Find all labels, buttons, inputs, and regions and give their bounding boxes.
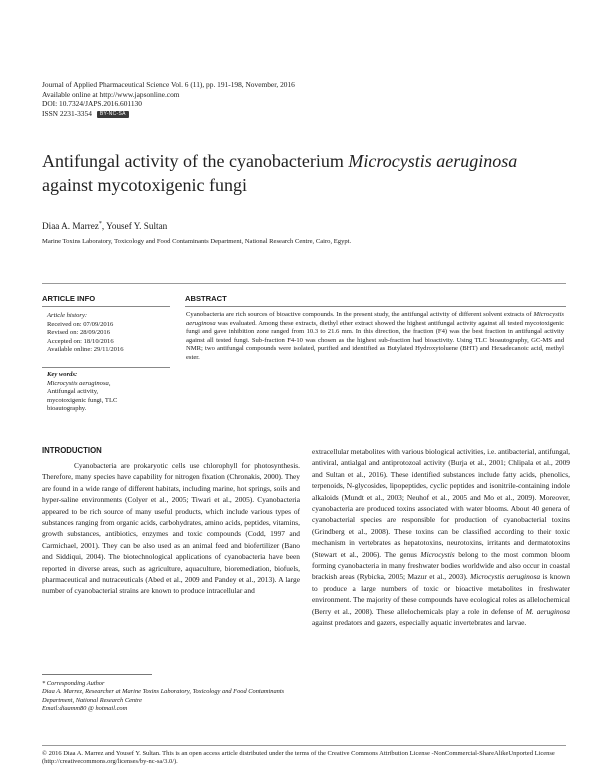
intro-species-abbrev: M. aeruginosa (525, 606, 570, 616)
introduction-heading: INTRODUCTION (42, 446, 102, 455)
intro-species: Microcystis aeruginosa (470, 572, 541, 582)
license-text: © 2016 Diaa A. Marrez and Yousef Y. Sultan. This is an open access article distributed under the terms of the Creative Commons Attribution License -NonCommercial-ShareAlikeUnported License (http://creativecommons.org/licenses/by-nc-sa/3.0/). (42, 750, 555, 766)
journal-issn: ISSN 2231-3354 (42, 108, 92, 118)
affiliation: Marine Toxins Laboratory, Toxicology and Food Contaminants Department, National Research Centre, Cairo, Egypt. (42, 238, 352, 245)
title-part2: against mycotoxigenic fungi (42, 175, 247, 195)
keyword-1-comma: , (108, 379, 111, 387)
intro-column-left (42, 460, 300, 597)
journal-header (42, 80, 442, 118)
abstract-heading: ABSTRACT (185, 294, 227, 303)
author-list (42, 221, 167, 231)
abstract-rule (185, 306, 566, 307)
available-date: Available online: 29/11/2016 (47, 346, 124, 353)
title-part1: Antifungal activity of the cyanobacterium (42, 151, 349, 171)
abstract-body (186, 311, 564, 362)
journal-issn-row (42, 109, 442, 119)
footnote-author: Diaa A. Marrez, Researcher at Marine Toxins Laboratory, Toxicology and Food Contaminants Department, National Research Centre (42, 688, 285, 704)
cc-license-badge[interactable]: BY-NC-SA (97, 111, 129, 118)
keywords-label: Key words: (47, 371, 78, 378)
corresponding-mark: * (98, 221, 102, 227)
author-separator: , (101, 221, 107, 232)
keyword-1-row (47, 380, 175, 389)
section-divider (42, 283, 566, 284)
journal-url[interactable]: Available online at http://www.japsonline.com (42, 89, 180, 99)
footnote-label: * Corresponding Author (42, 680, 105, 687)
footnote-rule (42, 674, 152, 675)
keyword-2: Antifungal activity, (47, 388, 99, 395)
keywords (47, 371, 175, 414)
footnote-email[interactable]: Email:diaamm80 @ hotmail.com (42, 705, 128, 713)
history-label: Article history: (47, 312, 88, 319)
intro-text-a: extracellular metabolites with various biological activities, i.e. antibacterial, antifungal, antiviral, antialgal and antiprotozoal activity (Burja et al., 2001; Chlipala et al., 2009 and Sultan et al., 2016). These identified substances include fatty acids, phenolics, terpenoids, N-glycosides, lipopeptides, cyclic peptides and isonitrile-containing indole alkaloids (Mundt et al., 2003; Neuhof et al., 2005 and Mo et al., 2009). Moreover, cyanobacteria are produced toxins associated with water blooms. About 40 genera of cyanobacterial species are responsible for production of cyanobacterial toxins (Grindberg et al., 2008). These toxins can be classified according to their toxic mechanism in vertebrates as hepatotoxins, neurotoxins, irritants and dermatotoxins (Stewart et al., 2006). The genus (312, 447, 570, 559)
accepted-date: Accepted on: 18/10/2016 (47, 337, 114, 345)
journal-citation: Journal of Applied Pharmaceutical Science Vol. 6 (11), pp. 191-198, November, 2016 (42, 80, 295, 89)
title-species: Microcystis aeruginosa (348, 151, 518, 171)
revised-date: Revised on: 28/09/2016 (47, 329, 111, 336)
keywords-rule (42, 367, 170, 368)
journal-doi[interactable]: DOI: 10.7324/JAPS.2016.601130 (42, 99, 142, 109)
article-history (47, 312, 177, 355)
intro-column-right (312, 446, 570, 629)
intro-paragraph-1: Cyanobacteria are prokaryotic cells use chlorophyll for photosynthesis. Therefore, many species have capability for nitrogen fixation (Chronakis, 2000). They are found in a wide range of different habitats, including marine, hot springs, soils and hyper-saline environments (Colyer et al., 2005; Tiwari et al., 2005). Cyanobacteria appeared to be rich source of many useful products, which include various types of substances ranging from organic acids, carbohydrates, amino acids, peptides, vitamins, growth substances, antibiotics, enzymes and toxic compounds (Codd, 1997 and Carmichael, 2001). They can be also used as an animal feed and biofertilizer (Bano and Siddiqui, 2004). The biotechnological applications of cyanobacteria have been reported in diverse areas, such as agriculture, aquaculture, bioremediation, biofuels, pharmaceutical and nutraceuticals (Abed et al., 2009 and Pandey et al., 2013). A large number of cyanobacterial strains are known to produce intracellular and (42, 461, 300, 596)
intro-text-b: belong to the most common bloom forming cyanobacteria in many freshwater bodies worldwide and also occur in coastal brackish areas (Rybicka, 2005; Mazur et al., 2003). (312, 549, 570, 582)
keyword-1: Microcystis aeruginosa (47, 379, 109, 387)
keyword-4: bioautography. (47, 405, 87, 412)
intro-paragraph-2 (312, 446, 570, 629)
license-divider (42, 745, 566, 746)
article-info-heading: ARTICLE INFO (42, 294, 96, 303)
article-info-rule (42, 306, 170, 307)
abstract-text-2: was evaluated. Among these extracts, diethyl ether extract showed the highest antifungal activity against all tested mycotoxigenic fungi and gave inhibition zone ranged from 10.3 to 21.6 mm. In this direction, the fraction (F4) was the best fraction in antifungal activity against all tested fungi. Sub-fraction F4-10 was chosen as the highest sub-fraction had bioactivity. Using TLC bioautography, GC-MS and NMR; two antifungal compounds were isolated, purified and identified as Butylated Hydroxytoluene (BHT) and Hexadecanoic acid, methyl ester. (186, 319, 564, 361)
abstract-species: Microcystis aeruginosa (186, 311, 564, 327)
received-date: Received on: 07/09/2016 (47, 320, 114, 328)
author-1: Diaa A. Marrez (42, 221, 99, 232)
intro-genus: Microcystis (420, 549, 455, 559)
intro-text-c: is known to produce a large numbers of toxic or bioactive metabolites in freshwater environment. The majority of these compounds have ecological roles as allelochemical (Berry et al., 2008). These allelochemicals play a role in defense of (312, 572, 571, 616)
intro-text-d: against predators and gazers, especially aquatic invertebrates and larvae. (312, 618, 527, 628)
abstract-text-1: Cyanobacteria are rich sources of bioactive compounds. In the present study, the antifungal activity of different solvent extracts of (186, 311, 534, 318)
corresponding-author-footnote (42, 680, 292, 714)
author-2: Yousef Y. Sultan (106, 221, 168, 232)
keyword-3: mycotoxigenic fungi, TLC (47, 396, 118, 404)
article-title (42, 149, 572, 197)
